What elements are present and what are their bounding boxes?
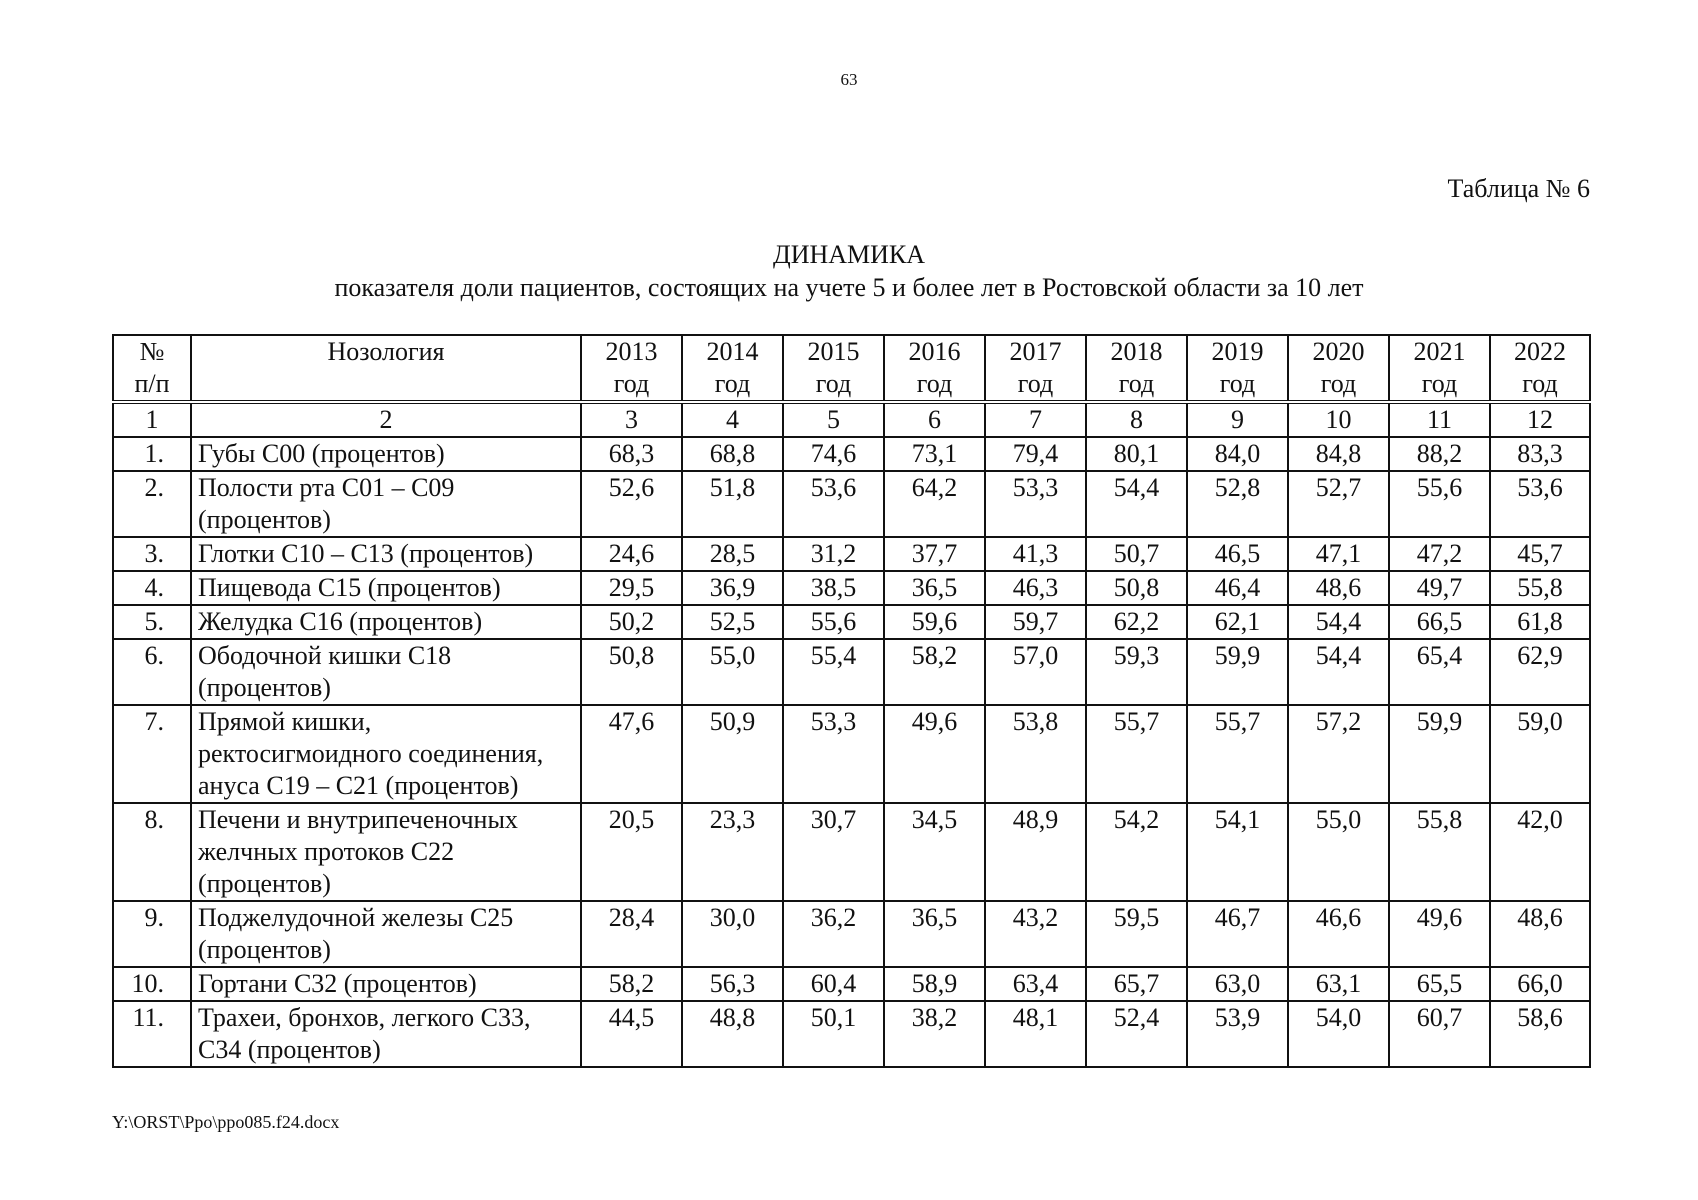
value-cell: 59,6 [884,605,985,639]
value-cell: 28,5 [682,537,783,571]
table-row [113,639,1590,705]
header-year-cell [1389,335,1490,402]
value-cell: 54,0 [1288,1001,1389,1067]
header-year-unit: год [1118,369,1155,398]
page-number: 63 [840,70,858,89]
row-number: 2. [113,471,191,537]
value-cell: 50,8 [581,639,682,705]
value-cell: 47,1 [1288,537,1389,571]
value-cell: 43,2 [985,901,1086,967]
value-cell: 84,8 [1288,437,1389,471]
value-cell: 50,8 [1086,571,1187,605]
value-cell: 46,4 [1187,571,1288,605]
value-cell: 49,6 [884,705,985,803]
row-number: 5. [113,605,191,639]
value-cell: 49,7 [1389,571,1490,605]
value-cell: 57,0 [985,639,1086,705]
nosology-cell: Поджелудочной железы С25 (процентов) [191,901,581,967]
value-cell: 52,8 [1187,471,1288,537]
value-cell: 46,6 [1288,901,1389,967]
value-cell: 63,0 [1187,967,1288,1001]
column-number: 8 [1086,402,1187,437]
header-year-unit: год [613,369,650,398]
value-cell: 54,1 [1187,803,1288,901]
value-cell: 59,9 [1389,705,1490,803]
value-cell: 46,5 [1187,537,1288,571]
value-cell: 55,0 [682,639,783,705]
value-cell: 37,7 [884,537,985,571]
value-cell: 53,8 [985,705,1086,803]
value-cell: 74,6 [783,437,884,471]
value-cell: 63,4 [985,967,1086,1001]
value-cell: 45,7 [1490,537,1590,571]
header-year: 2015 [807,337,860,366]
value-cell: 47,2 [1389,537,1490,571]
header-year-cell [1490,335,1590,402]
value-cell: 48,9 [985,803,1086,901]
value-cell: 61,8 [1490,605,1590,639]
value-cell: 65,7 [1086,967,1187,1001]
value-cell: 55,8 [1490,571,1590,605]
value-cell: 53,6 [1490,471,1590,537]
nosology-cell: Пищевода С15 (процентов) [191,571,581,605]
value-cell: 58,2 [581,967,682,1001]
value-cell: 59,7 [985,605,1086,639]
value-cell: 54,4 [1086,471,1187,537]
header-year-unit: год [1522,369,1558,398]
header-year-unit: год [1421,369,1458,398]
value-cell: 55,4 [783,639,884,705]
table-row [113,571,1590,605]
value-cell: 51,8 [682,471,783,537]
document-subtitle: показателя доли пациентов, состоящих на учете 5 и более лет в Ростовской области за 10 лет [334,273,1364,302]
value-cell: 50,1 [783,1001,884,1067]
value-cell: 46,3 [985,571,1086,605]
value-cell: 88,2 [1389,437,1490,471]
value-cell: 29,5 [581,571,682,605]
value-cell: 36,5 [884,571,985,605]
header-year: 2018 [1110,337,1163,366]
value-cell: 54,4 [1288,605,1389,639]
value-cell: 55,8 [1389,803,1490,901]
value-cell: 57,2 [1288,705,1389,803]
header-year: 2016 [908,337,961,366]
value-cell: 80,1 [1086,437,1187,471]
header-number-line1: № [139,337,165,366]
value-cell: 23,3 [682,803,783,901]
value-cell: 53,6 [783,471,884,537]
nosology-cell: Прямой кишки, ректосигмоидного соединения, ануса С19 – С21 (процентов) [191,705,581,803]
value-cell: 60,7 [1389,1001,1490,1067]
value-cell: 55,6 [1389,471,1490,537]
value-cell: 50,7 [1086,537,1187,571]
table-row [113,605,1590,639]
table-row [113,1001,1590,1067]
row-number: 10. [113,967,191,1001]
value-cell: 55,0 [1288,803,1389,901]
value-cell: 65,5 [1389,967,1490,1001]
value-cell: 73,1 [884,437,985,471]
value-cell: 53,3 [783,705,884,803]
value-cell: 52,6 [581,471,682,537]
table-row [113,471,1590,537]
value-cell: 36,2 [783,901,884,967]
value-cell: 65,4 [1389,639,1490,705]
value-cell: 59,9 [1187,639,1288,705]
value-cell: 50,9 [682,705,783,803]
table-row [113,537,1590,571]
header-year: 2013 [605,337,658,366]
row-number: 7. [113,705,191,803]
nosology-cell: Печени и внутрипеченочных желчных протоков С22 (процентов) [191,803,581,901]
value-cell: 58,9 [884,967,985,1001]
value-cell: 48,6 [1490,901,1590,967]
header-number-line2: п/п [134,369,170,398]
nosology-cell: Губы С00 (процентов) [191,437,581,471]
value-cell: 30,0 [682,901,783,967]
column-number: 4 [682,402,783,437]
header-year: 2014 [706,337,759,366]
value-cell: 31,2 [783,537,884,571]
header-year-cell [1187,335,1288,402]
value-cell: 55,6 [783,605,884,639]
value-cell: 55,7 [1187,705,1288,803]
table-row [113,803,1590,901]
row-number: 9. [113,901,191,967]
value-cell: 34,5 [884,803,985,901]
footer-file-path: Y:\ORST\Ppo\ppo085.f24.docx [112,1112,340,1132]
value-cell: 59,0 [1490,705,1590,803]
column-number: 5 [783,402,884,437]
row-number: 4. [113,571,191,605]
table-row [113,967,1590,1001]
value-cell: 36,9 [682,571,783,605]
nosology-cell: Полости рта С01 – С09 (процентов) [191,471,581,537]
value-cell: 62,9 [1490,639,1590,705]
nosology-cell: Трахеи, бронхов, легкого С33, С34 (процентов) [191,1001,581,1067]
title-block [0,238,1698,304]
value-cell: 52,4 [1086,1001,1187,1067]
header-year: 2022 [1514,337,1566,366]
header-year-cell [884,335,985,402]
value-cell: 24,6 [581,537,682,571]
value-cell: 46,7 [1187,901,1288,967]
value-cell: 64,2 [884,471,985,537]
value-cell: 79,4 [985,437,1086,471]
value-cell: 62,1 [1187,605,1288,639]
header-row [113,335,1590,402]
column-number: 10 [1288,402,1389,437]
header-year: 2017 [1009,337,1062,366]
value-cell: 66,5 [1389,605,1490,639]
value-cell: 58,6 [1490,1001,1590,1067]
value-cell: 58,2 [884,639,985,705]
table-row [113,705,1590,803]
value-cell: 48,8 [682,1001,783,1067]
header-year-cell [1288,335,1389,402]
column-number: 9 [1187,402,1288,437]
value-cell: 54,4 [1288,639,1389,705]
value-cell: 84,0 [1187,437,1288,471]
header-year-cell [1086,335,1187,402]
value-cell: 20,5 [581,803,682,901]
table-row [113,901,1590,967]
value-cell: 38,5 [783,571,884,605]
value-cell: 56,3 [682,967,783,1001]
table-caption: Таблица № 6 [1447,174,1590,203]
value-cell: 48,6 [1288,571,1389,605]
value-cell: 47,6 [581,705,682,803]
data-table [112,334,1591,1068]
value-cell: 28,4 [581,901,682,967]
row-number: 6. [113,639,191,705]
document-title: ДИНАМИКА [772,240,926,269]
value-cell: 62,2 [1086,605,1187,639]
header-year-cell [985,335,1086,402]
value-cell: 83,3 [1490,437,1590,471]
value-cell: 42,0 [1490,803,1590,901]
column-number-row [113,402,1590,437]
header-number-cell [113,335,191,402]
column-number: 2 [191,402,581,437]
header-year-unit: год [815,369,852,398]
value-cell: 48,1 [985,1001,1086,1067]
header-year-cell [783,335,884,402]
header-year-unit: год [1320,369,1357,398]
nosology-cell: Глотки С10 – С13 (процентов) [191,537,581,571]
header-year: 2020 [1312,337,1365,366]
value-cell: 54,2 [1086,803,1187,901]
value-cell: 38,2 [884,1001,985,1067]
value-cell: 53,3 [985,471,1086,537]
column-number: 6 [884,402,985,437]
value-cell: 63,1 [1288,967,1389,1001]
value-cell: 68,8 [682,437,783,471]
table-body [113,402,1590,1067]
nosology-cell: Ободочной кишки С18 (процентов) [191,639,581,705]
header-year-unit: год [1219,369,1256,398]
value-cell: 59,5 [1086,901,1187,967]
value-cell: 30,7 [783,803,884,901]
header-year-unit: год [916,369,953,398]
row-number: 3. [113,537,191,571]
value-cell: 49,6 [1389,901,1490,967]
header-year-cell [682,335,783,402]
value-cell: 44,5 [581,1001,682,1067]
value-cell: 68,3 [581,437,682,471]
value-cell: 60,4 [783,967,884,1001]
row-number: 1. [113,437,191,471]
column-number: 3 [581,402,682,437]
header-nosology-cell [191,335,581,402]
nosology-cell: Желудка С16 (процентов) [191,605,581,639]
header-year: 2021 [1413,337,1466,366]
header-nosology: Нозология [327,337,445,366]
header-year: 2019 [1211,337,1264,366]
value-cell: 41,3 [985,537,1086,571]
value-cell: 52,7 [1288,471,1389,537]
value-cell: 50,2 [581,605,682,639]
row-number: 8. [113,803,191,901]
column-number: 1 [113,402,191,437]
header-year-cell [581,335,682,402]
nosology-cell: Гортани С32 (процентов) [191,967,581,1001]
value-cell: 52,5 [682,605,783,639]
column-number: 7 [985,402,1086,437]
column-number: 12 [1490,402,1590,437]
value-cell: 66,0 [1490,967,1590,1001]
header-year-unit: год [1017,369,1054,398]
value-cell: 59,3 [1086,639,1187,705]
table-row [113,437,1590,471]
row-number: 11. [113,1001,191,1067]
value-cell: 55,7 [1086,705,1187,803]
value-cell: 36,5 [884,901,985,967]
value-cell: 53,9 [1187,1001,1288,1067]
header-year-unit: год [714,369,751,398]
column-number: 11 [1389,402,1490,437]
